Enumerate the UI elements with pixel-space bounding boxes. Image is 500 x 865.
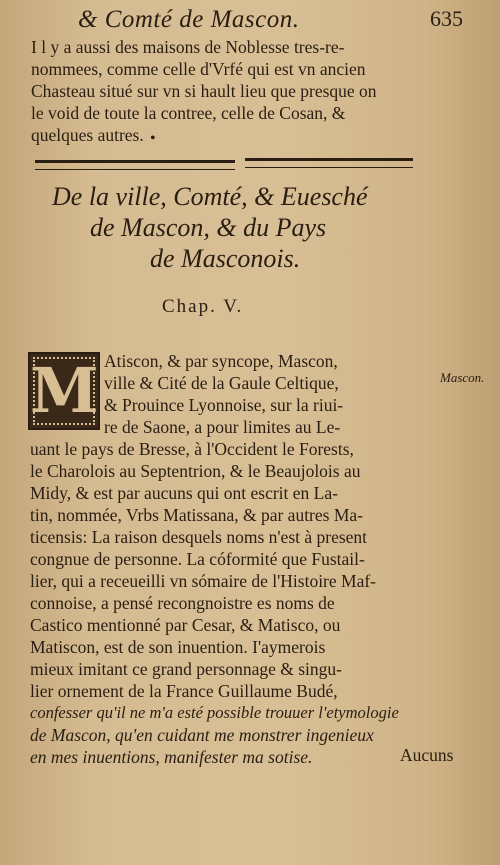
text-line: tin, nommée, Vrbs Matissana, & par autres Ma- [30, 505, 363, 525]
text-line: Atiscon, & par syncope, Mascon, [104, 351, 338, 371]
text-line: uant le pays de Bresse, à l'Occident le Forests, [30, 439, 354, 459]
section-title-line: De la ville, Comté, & Euesché [52, 182, 368, 211]
text-line: de Mascon, qu'en cuidant me monstrer ingenieux [30, 725, 374, 745]
text-line: le Charolois au Septentrion, & le Beaujolois au [30, 461, 361, 481]
text-line: I l y a aussi des maisons de Noblesse tres-re- [31, 37, 345, 57]
chapter-heading: Chap. V. [162, 296, 244, 317]
margin-note: Mascon. [440, 370, 485, 385]
drop-cap-ornament [28, 352, 100, 430]
text-line: connoise, a pensé recongnoistre es noms de [30, 593, 335, 613]
text-line: lier ornement de la France Guillaume Budé, [30, 681, 338, 701]
text-line: le void de toute la contree, celle de Cosan, & [31, 103, 346, 123]
section-title-line: de Mascon, & du Pays [90, 213, 327, 242]
text-line: Chasteau situé sur vn si hault lieu que presque on [31, 81, 377, 101]
rule-right [245, 158, 413, 168]
text-line: en mes inuentions, manifester ma sotise. [30, 747, 313, 767]
text-line: congnue de personne. La cóformité que Fustail- [30, 549, 365, 569]
text-line: nommees, comme celle d'Vrfé qui est vn ancien [31, 59, 366, 79]
section-title-line: de Masconois. [150, 244, 301, 273]
text-line: quelques autres. [31, 125, 144, 145]
text-line: confesser qu'il ne m'a esté possible trouuer l'etymologie [30, 703, 399, 722]
paragraph-end-marker: • [150, 130, 156, 147]
catchword: Aucuns [400, 745, 454, 765]
text-line: Matiscon, est de son inuention. I'aymerois [30, 637, 326, 657]
running-title: & Comté de Mascon. [78, 6, 300, 33]
text-line: Castico mentionné par Cesar, & Matisco, ou [30, 615, 341, 635]
text-line: re de Saone, a pour limites au Le- [104, 417, 341, 437]
text-line: ticensis: La raison desquels noms n'est à present [30, 527, 368, 547]
text-line: Midy, & est par aucuns qui ont escrit en La- [30, 483, 338, 503]
text-line: ville & Cité de la Gaule Celtique, [104, 373, 339, 393]
running-head [0, 4, 500, 34]
text-line: mieux imitant ce grand personnage & singu- [30, 659, 343, 679]
rule-left [35, 160, 235, 170]
drop-cap-letter: M [30, 354, 99, 427]
section-divider [30, 158, 415, 170]
text-line: & Prouince Lyonnoise, sur la riui- [104, 395, 344, 415]
text-line: lier, qui a receueilli vn sómaire de l'Histoire Maf- [30, 571, 377, 591]
page-number: 635 [430, 6, 463, 31]
